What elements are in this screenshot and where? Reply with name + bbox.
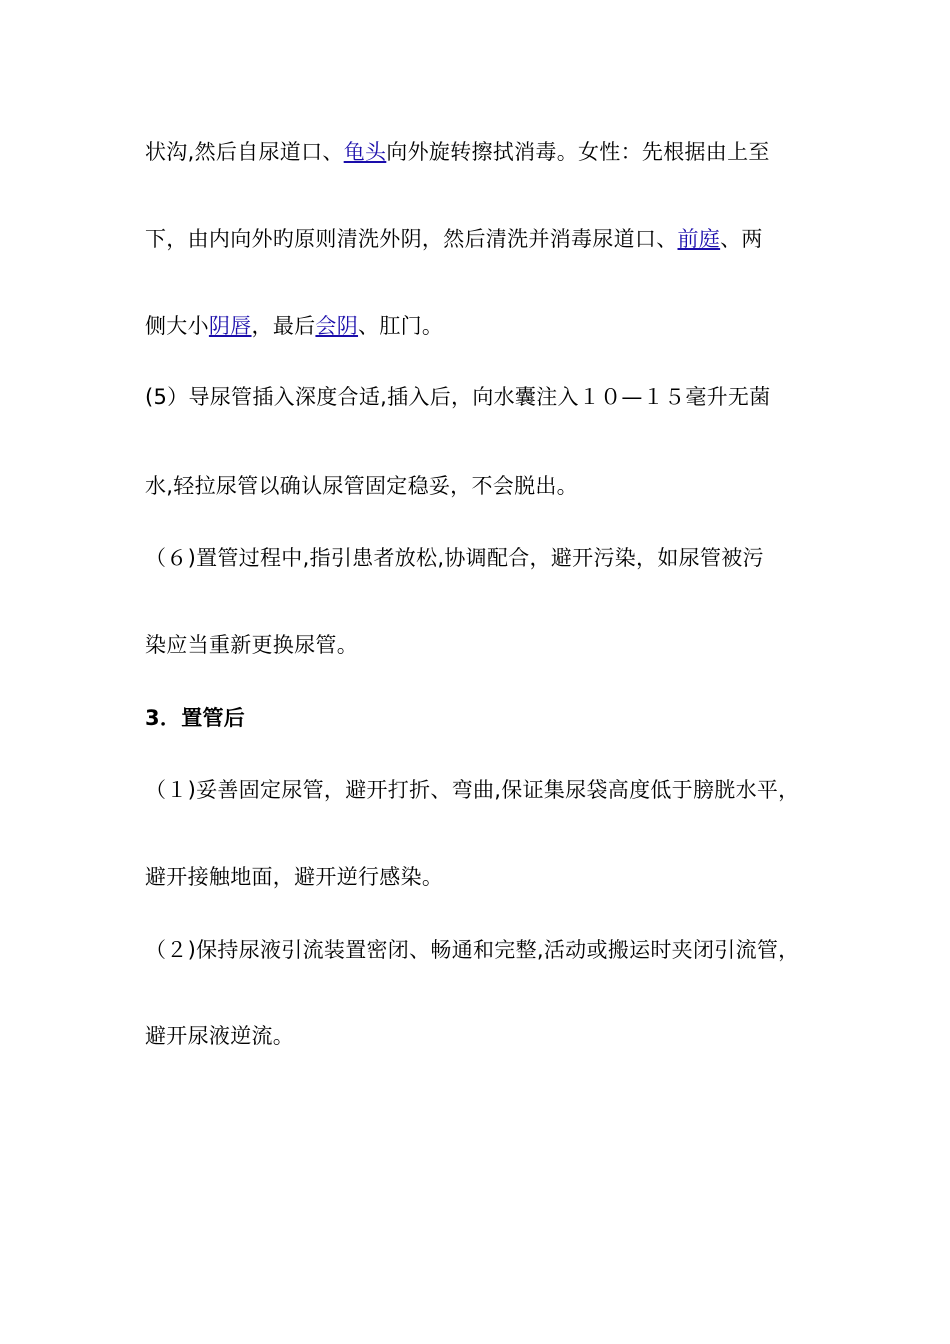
heading-text: 3．置管后 (145, 706, 246, 730)
text-line (145, 137, 770, 167)
text-segment: 染应当重新更换尿管。 (145, 633, 358, 657)
text-segment: （１)妥善固定尿管，避开打折、弯曲,保证集尿袋高度低于膀胱水平， (145, 778, 800, 802)
link-perineum[interactable]: 会阴 (315, 314, 359, 338)
link-vestibule[interactable]: 前庭 (677, 227, 721, 251)
text-line (145, 775, 799, 805)
section-heading (145, 703, 245, 733)
text-line (145, 471, 578, 501)
text-segment: 下，由内向外旳原则清洗外阴，然后清洗并消毒尿道口、 (145, 227, 678, 251)
text-segment: 避开尿液逆流。 (145, 1024, 295, 1048)
text-segment: 水,轻拉尿管以确认尿管固定稳妥，不会脱出。 (145, 474, 578, 498)
text-line (145, 935, 799, 965)
text-segment: 状沟,然后自尿道口、 (145, 140, 344, 164)
text-segment: 侧大小 (145, 314, 209, 338)
text-segment: 、两 (720, 227, 763, 251)
text-segment: 向外旋转擦拭消毒。女性：先根据由上至 (386, 140, 770, 164)
text-line (145, 382, 771, 412)
text-segment: （２)保持尿液引流装置密闭、畅通和完整,活动或搬运时夹闭引流管， (145, 938, 800, 962)
text-segment: （６)置管过程中,指引患者放松,协调配合，避开污染，如尿管被污 (145, 546, 764, 570)
text-segment: ，最后 (251, 314, 316, 338)
text-segment: 避开接触地面，避开逆行感染。 (145, 865, 444, 889)
link-glans[interactable]: 龟头 (343, 140, 387, 164)
text-line (145, 1021, 294, 1051)
text-line (145, 862, 443, 892)
text-line (145, 224, 763, 254)
link-labia[interactable]: 阴唇 (208, 314, 252, 338)
text-line (145, 630, 358, 660)
text-segment: 、肛门。 (358, 314, 444, 338)
text-line (145, 543, 764, 573)
text-line (145, 311, 443, 341)
text-segment: (5）导尿管插入深度合适,插入后，向水囊注入１０—１５毫升无菌 (145, 385, 771, 409)
